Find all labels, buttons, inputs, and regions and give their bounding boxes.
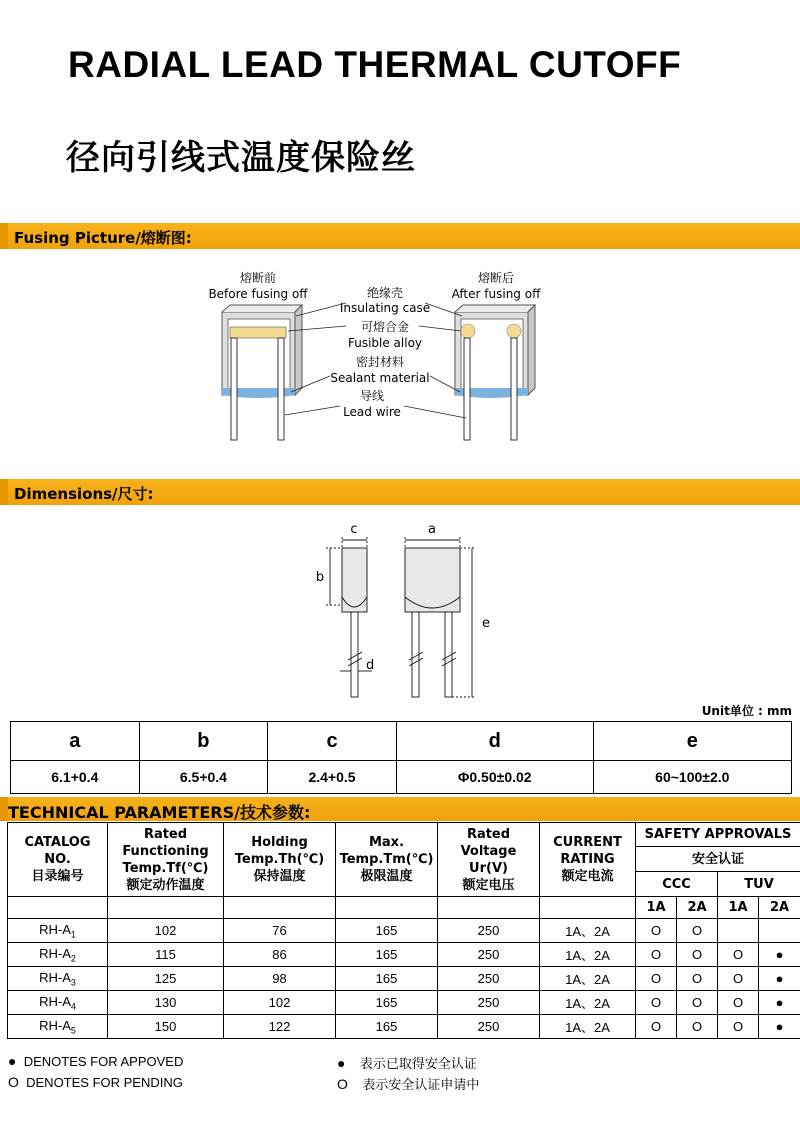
dim-value-d: Φ0.50±0.02 bbox=[396, 761, 593, 794]
note-pending-cn: O 表示安全认证申请中 bbox=[337, 1076, 480, 1092]
current-cell: 1A、2A bbox=[540, 967, 636, 991]
header-current-rating: CURRENT RATING 额定电流 bbox=[540, 823, 636, 897]
dim-header-c: c bbox=[268, 722, 397, 761]
sealant-label-cn: 密封材料 bbox=[355, 355, 405, 369]
section-title-fusing: Fusing Picture/熔断图: bbox=[14, 229, 192, 247]
current-cell: 1A、2A bbox=[540, 991, 636, 1015]
table-row bbox=[8, 1015, 800, 1039]
header-ccc: CCC bbox=[636, 872, 718, 897]
header-ccc-1a: 1A bbox=[636, 897, 677, 919]
approval-cell: O bbox=[677, 919, 718, 943]
header-tuv-1a: 1A bbox=[718, 897, 759, 919]
dim-label-b: b bbox=[315, 570, 325, 585]
header-safety-approvals-cn: 安全认证 bbox=[636, 847, 800, 872]
approval-cell: O bbox=[677, 967, 718, 991]
table-row bbox=[8, 991, 800, 1015]
catalog-cell: $RH-A_3$ bbox=[8, 967, 108, 991]
tf-cell: 150 bbox=[108, 1015, 224, 1039]
fusible-alloy-bar bbox=[230, 327, 286, 338]
approval-cell: O bbox=[677, 943, 718, 967]
alloy-ball-right bbox=[507, 324, 521, 338]
approval-cell: O bbox=[636, 943, 677, 967]
approval-cell: O bbox=[718, 1015, 759, 1039]
dimension-diagram bbox=[0, 515, 800, 705]
dim-header-d: d bbox=[396, 722, 593, 761]
insulating-case-label-en: Insulating case bbox=[339, 301, 431, 315]
unit-label: Unit单位 : mm bbox=[701, 704, 792, 718]
dim-header-e: e bbox=[593, 722, 791, 761]
sealant-label-en: Sealant material bbox=[330, 371, 430, 385]
header-tuv: TUV bbox=[718, 872, 800, 897]
header-rated-temp: Rated Functioning Temp.Tf(℃) 额定动作温度 bbox=[108, 823, 224, 897]
approval-cell bbox=[759, 919, 800, 943]
page-title-cn: 径向引线式温度保险丝 bbox=[66, 138, 416, 178]
catalog-cell: $RH-A_2$ bbox=[8, 943, 108, 967]
approval-cell: O bbox=[636, 1015, 677, 1039]
header-rated-voltage: Rated Voltage Ur(V) 额定电压 bbox=[438, 823, 540, 897]
approval-cell: ● bbox=[759, 991, 800, 1015]
approval-cell: ● bbox=[759, 967, 800, 991]
approval-cell: O bbox=[677, 1015, 718, 1039]
th-cell: 102 bbox=[224, 991, 336, 1015]
approval-cell: O bbox=[677, 991, 718, 1015]
th-cell: 98 bbox=[224, 967, 336, 991]
dimensions-header-row bbox=[11, 722, 792, 761]
page-title-en: RADIAL LEAD THERMAL CUTOFF bbox=[68, 44, 682, 85]
approval-cell: ● bbox=[759, 943, 800, 967]
section-bar-fusing bbox=[0, 223, 800, 249]
note-pending: O DENOTES FOR PENDING bbox=[8, 1074, 183, 1090]
voltage-cell: 250 bbox=[438, 919, 540, 943]
header-holding-temp: Holding Temp.Th(℃) 保持温度 bbox=[224, 823, 336, 897]
approval-cell: O bbox=[636, 967, 677, 991]
note-approved-cn: ● 表示已取得安全认证 bbox=[337, 1055, 477, 1071]
tm-cell: 165 bbox=[336, 967, 438, 991]
tm-cell: 165 bbox=[336, 991, 438, 1015]
before-label-cn: 熔断前 bbox=[239, 271, 277, 285]
dim-header-a: a bbox=[11, 722, 140, 761]
voltage-cell: 250 bbox=[438, 943, 540, 967]
approval-cell: O bbox=[718, 943, 759, 967]
section-bar-technical bbox=[0, 797, 800, 821]
after-label-cn: 熔断后 bbox=[477, 271, 515, 285]
lead-wire-label-en: Lead wire bbox=[343, 405, 401, 419]
tf-cell: 102 bbox=[108, 919, 224, 943]
tf-cell: 115 bbox=[108, 943, 224, 967]
alloy-ball-left bbox=[461, 324, 475, 338]
approval-cell: O bbox=[718, 991, 759, 1015]
after-fusing-part bbox=[455, 305, 535, 440]
catalog-cell: $RH-A_4$ bbox=[8, 991, 108, 1015]
dim-label-e: e bbox=[482, 616, 490, 631]
fusible-alloy-label-cn: 可熔合金 bbox=[360, 320, 410, 334]
dim-value-b: 6.5+0.4 bbox=[139, 761, 268, 794]
tf-cell: 125 bbox=[108, 967, 224, 991]
dimensions-value-row bbox=[11, 761, 792, 794]
insulating-case-label-cn: 绝缘壳 bbox=[366, 286, 404, 300]
dim-value-a: 6.1+0.4 bbox=[11, 761, 140, 794]
voltage-cell: 250 bbox=[438, 967, 540, 991]
catalog-cell: $RH-A_5$ bbox=[8, 1015, 108, 1039]
th-cell: 76 bbox=[224, 919, 336, 943]
catalog-cell: $RH-A_1$ bbox=[8, 919, 108, 943]
dim-value-e: 60~100±2.0 bbox=[593, 761, 791, 794]
before-label-en: Before fusing off bbox=[208, 287, 308, 301]
table-row bbox=[8, 943, 800, 967]
dim-label-c: c bbox=[350, 522, 358, 537]
header-safety-approvals: SAFETY APPROVALS bbox=[636, 823, 800, 847]
dimensions-table bbox=[10, 721, 792, 794]
tf-cell: 130 bbox=[108, 991, 224, 1015]
current-cell: 1A、2A bbox=[540, 943, 636, 967]
tm-cell: 165 bbox=[336, 943, 438, 967]
header-max-temp: Max. Temp.Tm(℃) 极限温度 bbox=[336, 823, 438, 897]
approval-cell: ● bbox=[759, 1015, 800, 1039]
tm-cell: 165 bbox=[336, 919, 438, 943]
voltage-cell: 250 bbox=[438, 991, 540, 1015]
header-ccc-2a: 2A bbox=[677, 897, 718, 919]
lead-wire-label-cn: 导线 bbox=[359, 389, 385, 403]
th-cell: 86 bbox=[224, 943, 336, 967]
current-cell: 1A、2A bbox=[540, 1015, 636, 1039]
current-cell: 1A、2A bbox=[540, 919, 636, 943]
tm-cell: 165 bbox=[336, 1015, 438, 1039]
approval-cell bbox=[718, 919, 759, 943]
header-catalog: CATALOG NO. 目录编号 bbox=[8, 823, 108, 897]
section-bar-dimensions bbox=[0, 479, 800, 505]
section-title-dimensions: Dimensions/尺寸: bbox=[14, 485, 154, 503]
fusible-alloy-label-en: Fusible alloy bbox=[347, 336, 423, 350]
section-title-technical: TECHNICAL PARAMETERS/技术参数: bbox=[8, 803, 311, 822]
dim-header-b: b bbox=[139, 722, 268, 761]
voltage-cell: 250 bbox=[438, 1015, 540, 1039]
after-label-en: After fusing off bbox=[451, 287, 541, 301]
approval-cell: O bbox=[636, 919, 677, 943]
note-approved: ● DENOTES FOR APPOVED bbox=[8, 1053, 184, 1069]
header-tuv-2a: 2A bbox=[759, 897, 800, 919]
table-row bbox=[8, 919, 800, 943]
technical-parameters-table bbox=[7, 822, 800, 1039]
approval-cell: O bbox=[636, 991, 677, 1015]
dim-label-a: a bbox=[428, 522, 436, 537]
dim-label-d: d bbox=[366, 658, 375, 673]
fusing-diagram bbox=[0, 260, 800, 450]
th-cell: 122 bbox=[224, 1015, 336, 1039]
before-fusing-part bbox=[222, 305, 302, 440]
approval-cell: O bbox=[718, 967, 759, 991]
table-row bbox=[8, 967, 800, 991]
dim-value-c: 2.4+0.5 bbox=[268, 761, 397, 794]
